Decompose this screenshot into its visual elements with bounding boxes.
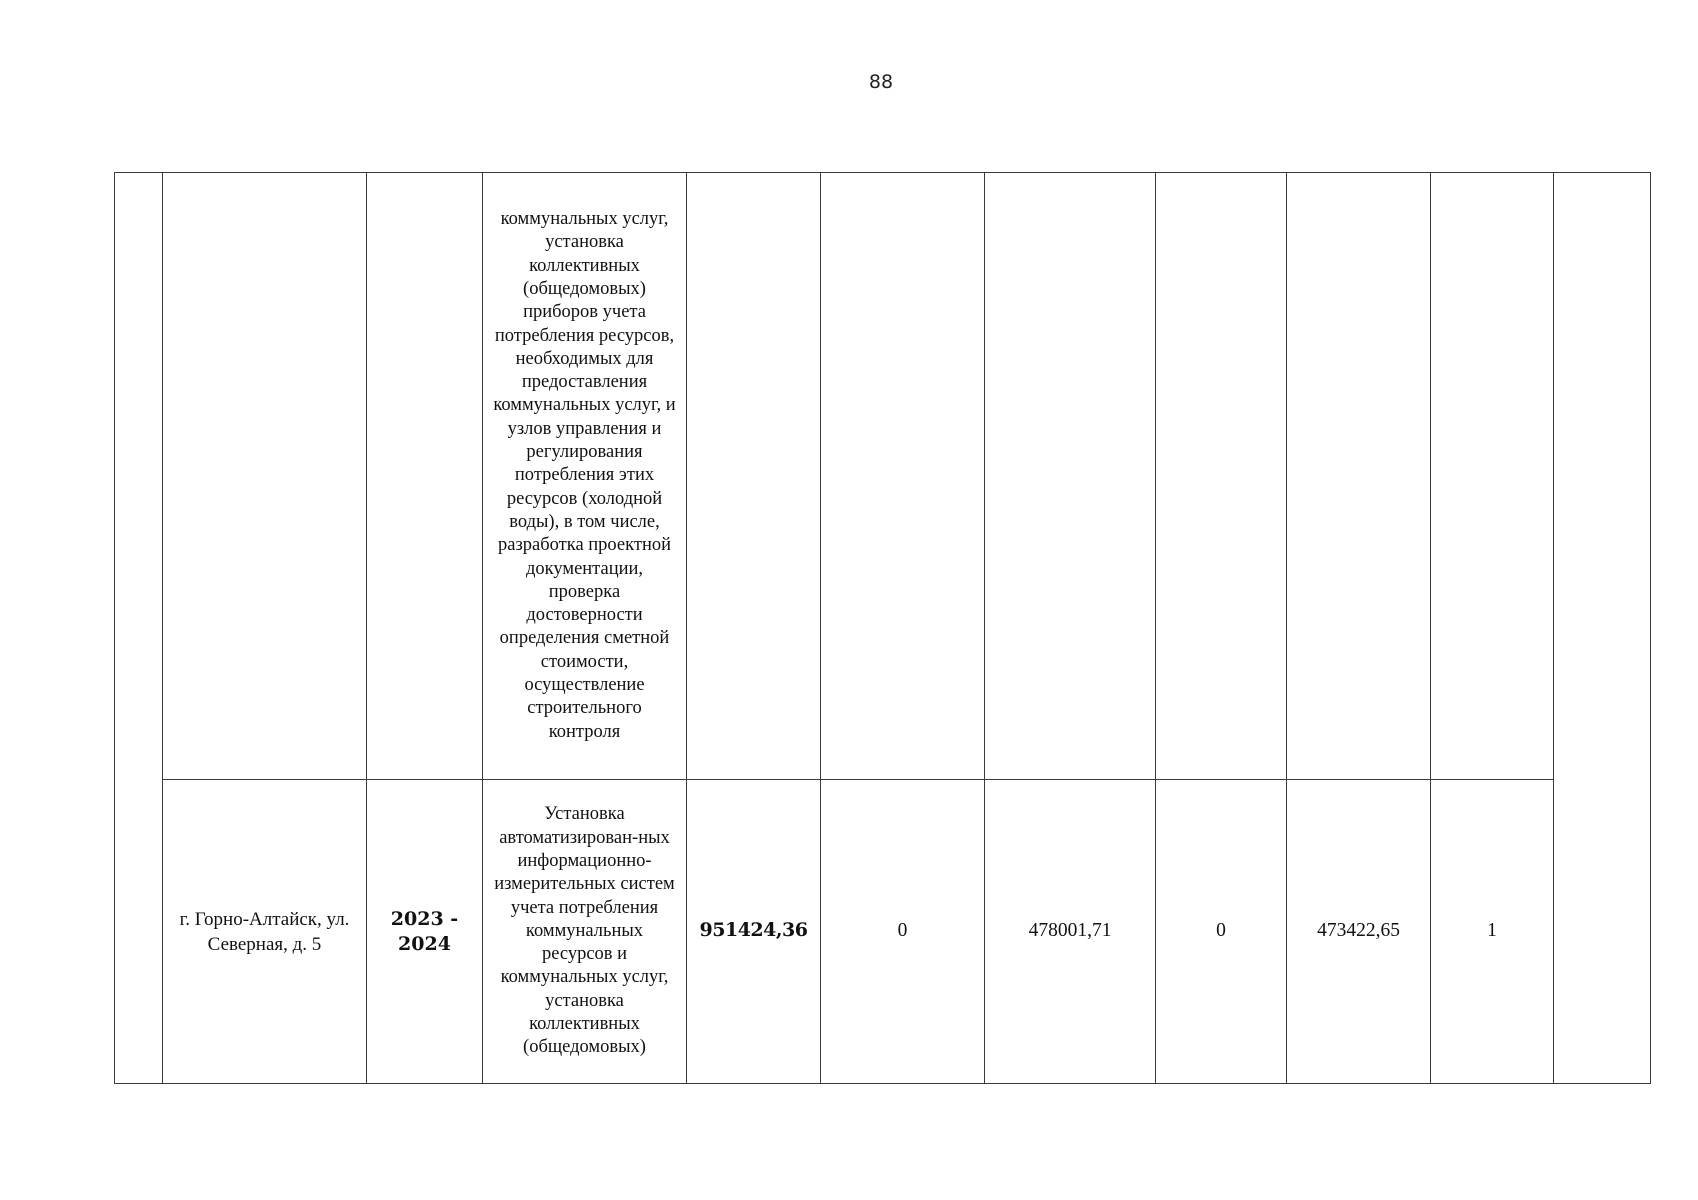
cell-index-column xyxy=(115,173,163,1084)
years-text: 2023 - 2024 xyxy=(390,907,459,955)
cell-work-description-continued xyxy=(483,173,687,780)
work-description-text: Установка автоматизирован-ных информационно-измерительных систем учета потребления коммунальных ресурсов и коммунальных услуг, установка коллективных (общедомовых) xyxy=(494,804,675,1058)
program-table xyxy=(114,172,1651,1084)
cell-years-empty xyxy=(367,173,483,780)
table-row-severnaya-5 xyxy=(115,780,1651,1084)
total-cost-value: 951424,36 xyxy=(699,919,808,942)
cell-col6 xyxy=(985,780,1156,1084)
col7-value: 0 xyxy=(1216,920,1226,942)
cell-work-description xyxy=(483,780,687,1084)
cell-col8 xyxy=(1287,780,1431,1084)
cell-total-empty xyxy=(687,173,821,780)
cell-col7 xyxy=(1156,780,1287,1084)
col9-value: 1 xyxy=(1487,920,1497,942)
cell-col9-empty xyxy=(1431,173,1554,780)
cell-col5-empty xyxy=(821,173,985,780)
cell-col7-empty xyxy=(1156,173,1287,780)
page-number: 88 xyxy=(868,71,894,93)
address-text: г. Горно-Алтайск, ул. Северная, д. 5 xyxy=(179,908,350,955)
cell-address-empty xyxy=(163,173,367,780)
work-description-continued-text: коммунальных услуг, установка коллективных (общедомовых) приборов учета потребления ресурсов, необходимых для предоставления коммунальных услуг, и узлов управления и регулирования потребления этих ресурсов (холодной воды), в том числе, разработка проектной документации, проверка достоверности определения сметной стоимости, осуществление строительного контроля xyxy=(493,209,676,742)
table-row-continuation xyxy=(115,173,1651,780)
col5-value: 0 xyxy=(897,920,908,942)
cell-address xyxy=(163,780,367,1084)
cell-col6-empty xyxy=(985,173,1156,780)
col8-value: 473422,65 xyxy=(1317,920,1400,942)
cell-col8-empty xyxy=(1287,173,1431,780)
cell-years xyxy=(367,780,483,1084)
cell-last-column xyxy=(1554,173,1651,1084)
cell-col5 xyxy=(821,780,985,1084)
cell-col9 xyxy=(1431,780,1554,1084)
cell-total-cost xyxy=(687,780,821,1084)
col6-value: 478001,71 xyxy=(1028,920,1112,942)
